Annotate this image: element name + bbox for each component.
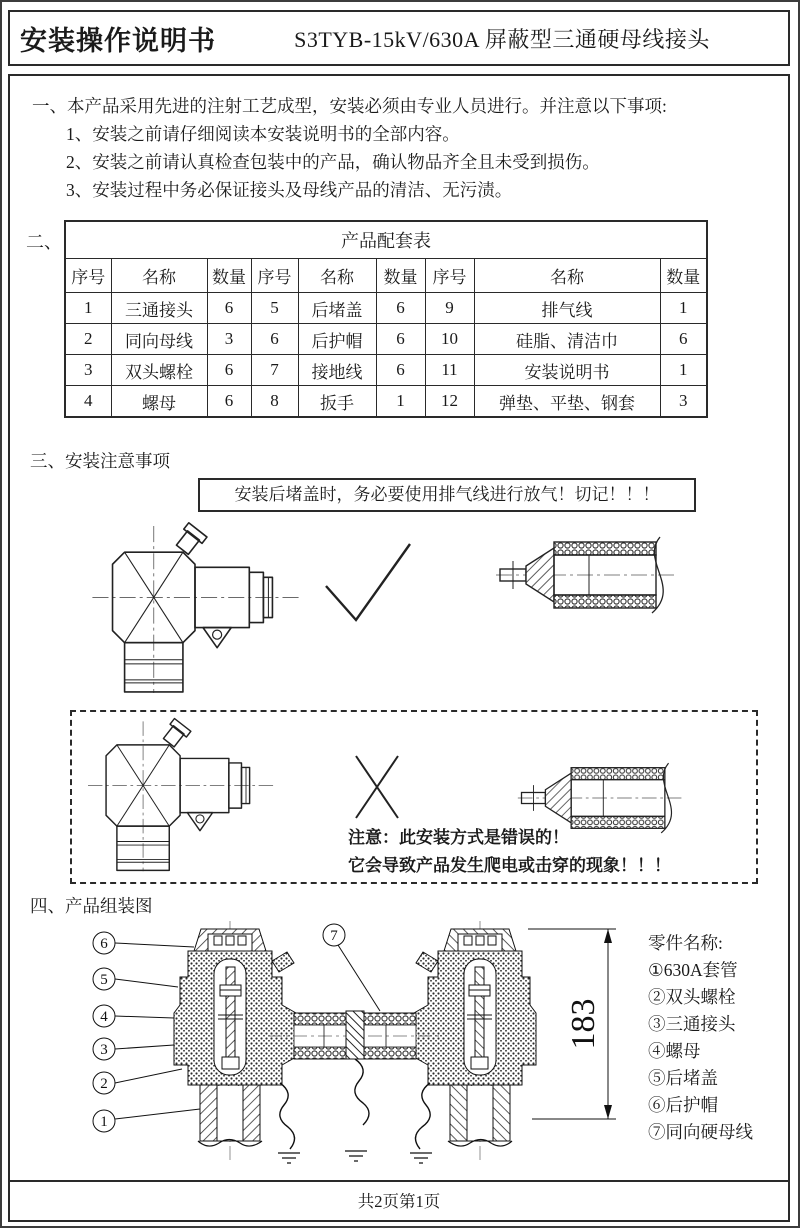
accessory-table-wrap <box>64 220 708 418</box>
table-cell: 6 <box>251 324 298 355</box>
part-item: ⑥后护帽 <box>648 1095 718 1115</box>
part-item: ④螺母 <box>648 1041 701 1061</box>
table-cell: 9 <box>425 293 474 324</box>
table-title: 产品配套表 <box>65 221 707 259</box>
table-header-cell: 序号 <box>65 259 111 293</box>
table-cell: 1 <box>660 293 707 324</box>
callout-number: 7 <box>330 928 338 944</box>
callout-number: 6 <box>100 936 108 952</box>
table-header-cell: 名称 <box>474 259 660 293</box>
wrong-connector-diagram <box>86 716 276 874</box>
callout-number: 3 <box>100 1042 108 1058</box>
parts-list <box>648 930 753 1146</box>
part-item: ⑦同向硬母线 <box>648 1122 753 1142</box>
footer-divider <box>10 1180 788 1182</box>
ground-wire <box>355 1059 369 1125</box>
table-cell: 同向母线 <box>111 324 207 355</box>
section-1-item: 3、安装过程中务必保证接头及母线产品的清洁、无污渍。 <box>66 180 513 200</box>
section-1-notes <box>32 92 777 204</box>
header <box>8 10 790 66</box>
table-cell: 5 <box>251 293 298 324</box>
ground-wire <box>280 1083 295 1149</box>
wrong-install-note <box>348 824 671 880</box>
busbar-end-diagram <box>494 534 679 616</box>
page-number: 共2页第1页 <box>357 1192 441 1211</box>
table-cell: 螺母 <box>111 386 207 418</box>
table-cell: 6 <box>207 386 251 418</box>
table-cell: 4 <box>65 386 111 418</box>
busbar-joint <box>346 1011 364 1059</box>
table-cell: 后护帽 <box>298 324 376 355</box>
table-cell: 6 <box>207 355 251 386</box>
table-header-cell: 数量 <box>660 259 707 293</box>
table-cell: 接地线 <box>298 355 376 386</box>
table-cell: 安装说明书 <box>474 355 660 386</box>
section-3-heading: 三、安装注意事项 <box>30 451 170 471</box>
assembly-diagram <box>80 917 625 1167</box>
table-header-cell: 数量 <box>207 259 251 293</box>
table-row <box>65 386 707 418</box>
table-cell: 7 <box>251 355 298 386</box>
table-header-cell: 名称 <box>111 259 207 293</box>
table-cell: 12 <box>425 386 474 418</box>
table-cell: 双头螺栓 <box>111 355 207 386</box>
table-cell: 三通接头 <box>111 293 207 324</box>
content-frame <box>8 74 790 1222</box>
table-cell: 1 <box>660 355 707 386</box>
warning-box <box>198 478 696 512</box>
section-2-label: 二、 <box>26 232 62 252</box>
callout-number: 4 <box>100 1009 108 1025</box>
table-cell: 6 <box>376 355 425 386</box>
table-cell: 1 <box>376 386 425 418</box>
table-header-cell: 数量 <box>376 259 425 293</box>
wrong-install-box <box>70 710 758 884</box>
accessory-table <box>64 220 708 418</box>
table-cell: 8 <box>251 386 298 418</box>
table-cell: 硅脂、清洁巾 <box>474 324 660 355</box>
product-title: S3TYB-15kV/630A 屏蔽型三通硬母线接头 <box>294 26 710 52</box>
connector-cross-section <box>174 921 300 1163</box>
table-row <box>65 293 707 324</box>
table-cell: 后堵盖 <box>298 293 376 324</box>
correct-connector-diagram <box>90 520 302 696</box>
section-1-intro: 一、本产品采用先进的注射工艺成型，安装必须由专业人员进行。并注意以下事项: <box>32 96 667 116</box>
callout-number: 2 <box>100 1076 108 1092</box>
part-item: ③三通接头 <box>648 1014 736 1034</box>
table-cell: 3 <box>207 324 251 355</box>
wrong-note-line: 注意：此安装方式是错误的！ <box>348 828 569 847</box>
parts-list-title: 零件名称: <box>648 933 723 953</box>
table-cell: 6 <box>660 324 707 355</box>
callout-number: 5 <box>100 972 108 988</box>
dimension-183 <box>528 929 616 1119</box>
table-cell: 弹垫、平垫、钢套 <box>474 386 660 418</box>
table-header-cell: 序号 <box>251 259 298 293</box>
callout-number: 1 <box>100 1114 108 1130</box>
part-item: ①630A套管 <box>648 960 738 980</box>
ground-symbol <box>345 1151 367 1161</box>
table-cell: 6 <box>207 293 251 324</box>
table-row <box>65 355 707 386</box>
check-mark-icon <box>320 538 415 628</box>
table-cell: 3 <box>660 386 707 418</box>
dimension-label: 183 <box>565 998 602 1050</box>
section-4-heading: 四、产品组装图 <box>30 896 153 916</box>
doc-title: 安装操作说明书 <box>20 25 216 56</box>
table-header-cell: 名称 <box>298 259 376 293</box>
wrong-note-line: 它会导致产品发生爬电或击穿的现象！！！ <box>348 856 671 875</box>
cross-mark-icon <box>350 750 404 824</box>
table-cell: 2 <box>65 324 111 355</box>
part-item: ②双头螺栓 <box>648 987 736 1007</box>
ground-symbol <box>278 1153 300 1163</box>
table-cell: 1 <box>65 293 111 324</box>
table-cell: 3 <box>65 355 111 386</box>
part-item: ⑤后堵盖 <box>648 1068 718 1088</box>
table-cell: 排气线 <box>474 293 660 324</box>
table-header-cell: 序号 <box>425 259 474 293</box>
warning-text: 安装后堵盖时，务必要使用排气线进行放气！切记！！！ <box>234 485 660 504</box>
table-cell: 6 <box>376 293 425 324</box>
table-cell: 扳手 <box>298 386 376 418</box>
section-1-item: 1、安装之前请仔细阅读本安装说明书的全部内容。 <box>66 124 460 144</box>
section-1-item: 2、安装之前请认真检查包装中的产品，确认物品齐全且未受到损伤。 <box>66 152 600 172</box>
table-row <box>65 324 707 355</box>
table-cell: 10 <box>425 324 474 355</box>
table-cell: 6 <box>376 324 425 355</box>
table-cell: 11 <box>425 355 474 386</box>
